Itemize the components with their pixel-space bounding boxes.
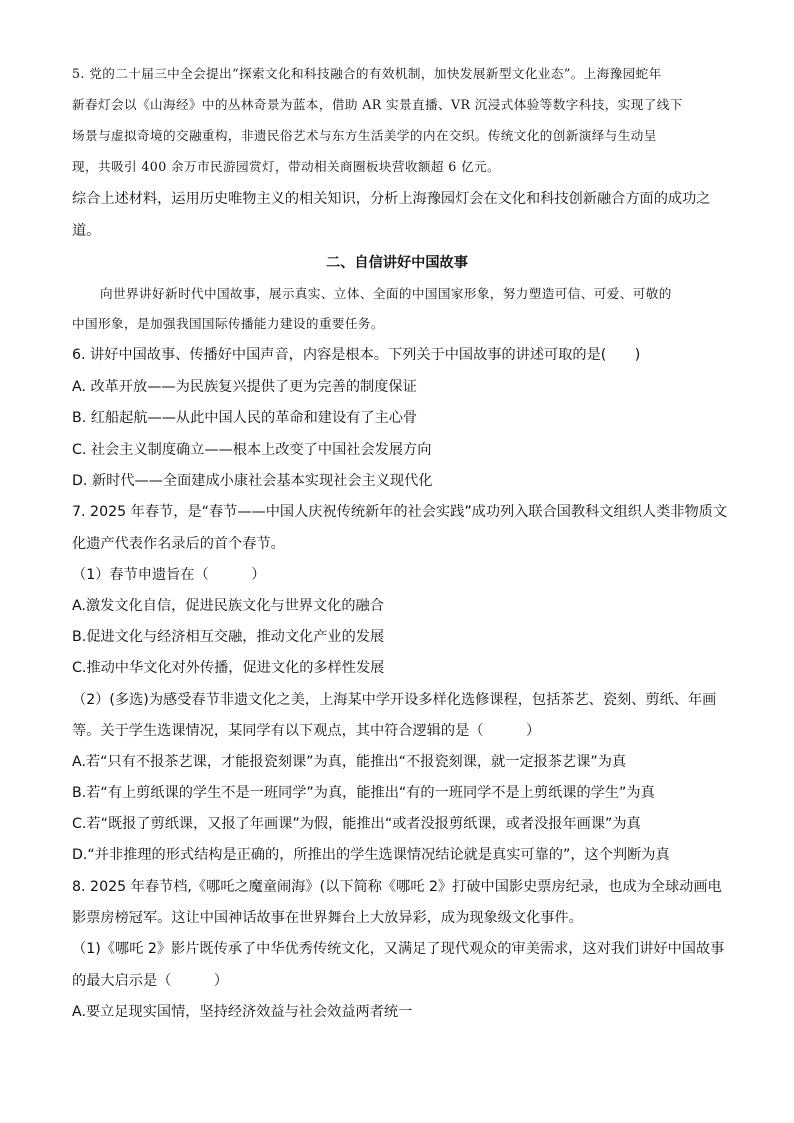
q7-sub2-option-b: B.若“有上剪纸课的学生不是一班同学”为真，能推出“有的一班同学不是上剪纸课的学生”为真 bbox=[72, 785, 655, 801]
q7-sub2-stem-line-1: （2）(多选)为感受春节非遗文化之美，上海某中学开设多样化选修课程，包括茶艺、瓷刻、剪纸、年画 bbox=[72, 692, 717, 708]
q8-stem-line-1: 8. 2025 年春节档,《哪吒之魔童闹海》(以下简称《哪吒 2》打破中国影史票房纪录，也成为全球动画电 bbox=[72, 879, 722, 895]
q6-stem: 6. 讲好中国故事、传播好中国声音，内容是根本。下列关于中国故事的讲述可取的是( ) bbox=[72, 347, 641, 363]
q8-sub1-stem-line-2: 的最大启示是（ ） bbox=[72, 973, 229, 989]
q7-stem-line-2: 化遗产代表作名录后的首个春节。 bbox=[72, 536, 285, 552]
q5-material-line-1: 5. 党的二十届三中全会提出“探索文化和科技融合的有效机制，加快发展新型文化业态”。上海豫园蛇年 bbox=[72, 66, 662, 81]
q8-stem-line-2: 影票房榜冠军。这让中国神话故事在世界舞台上大放异彩，成为现象级文化事件。 bbox=[72, 910, 583, 926]
q6-option-a: A. 改革开放——为民族复兴提供了更为完善的制度保证 bbox=[72, 379, 417, 395]
section-heading: 二、自信讲好中国故事 bbox=[326, 255, 468, 271]
q5-material-line-2: 新春灯会以《山海经》中的丛林奇景为蓝本，借助 AR 实景直播、VR 沉浸式体验等数字科技，实现了线下 bbox=[72, 97, 683, 112]
q7-sub2-stem-line-2: 等。关于学生选课情况，某同学有以下观点，其中符合逻辑的是（ ） bbox=[72, 723, 541, 739]
q5-prompt-line-1: 综合上述材料，运用历史唯物主义的相关知识，分析上海豫园灯会在文化和科技创新融合方面的成功之 bbox=[72, 191, 711, 207]
q5-prompt-line-2: 道。 bbox=[72, 223, 101, 239]
q6-option-b: B. 红船起航——从此中国人民的革命和建设有了主心骨 bbox=[72, 410, 418, 426]
q6-option-d: D. 新时代——全面建成小康社会基本实现社会主义现代化 bbox=[72, 473, 433, 489]
q7-sub1-option-b: B.促进文化与经济相互交融，推动文化产业的发展 bbox=[72, 629, 385, 645]
q8-sub1-option-a: A.要立足现实国情，坚持经济效益与社会效益两者统一 bbox=[72, 1004, 413, 1020]
q7-stem-line-1: 7. 2025 年春节，是“春节——中国人庆祝传统新年的社会实践”成功列入联合国教科文组织人类非物质文 bbox=[72, 504, 728, 520]
q7-sub1-option-a: A.激发文化自信，促进民族文化与世界文化的融合 bbox=[72, 598, 384, 614]
q7-sub2-option-a: A.若“只有不报茶艺课，才能报瓷刻课”为真，能推出“不报瓷刻课，就一定报茶艺课”为真 bbox=[72, 754, 627, 770]
q8-sub1-stem-line-1: （1)《哪吒 2》影片既传承了中华优秀传统文化，又满足了现代观众的审美需求，这对我们讲好中国故事 bbox=[72, 941, 725, 957]
q6-option-c: C. 社会主义制度确立——根本上改变了中国社会发展方向 bbox=[72, 442, 432, 458]
q7-sub1-option-c: C.推动中华文化对外传播，促进文化的多样性发展 bbox=[72, 660, 385, 676]
q7-sub1-stem: （1）春节申遗旨在（ ） bbox=[72, 567, 266, 583]
section-intro-line-1: 向世界讲好新时代中国故事，展示真实、立体、全面的中国国家形象，努力塑造可信、可爱、可敬的 bbox=[100, 286, 672, 301]
q5-material-line-4: 现，共吸引 400 余万市民游园赏灯，带动相关商圈板块营收额超 6 亿元。 bbox=[72, 159, 501, 174]
q7-sub2-option-c: C.若“既报了剪纸课，又报了年画课”为假，能推出“或者没报剪纸课，或者没报年画课”为真 bbox=[72, 816, 641, 832]
q5-material-line-3: 场景与虚拟奇境的交融重构，非遗民俗艺术与东方生活美学的内在交织。传统文化的创新演绎与生动呈 bbox=[72, 128, 657, 143]
section-intro-line-2: 中国形象，是加强我国国际传播能力建设的重要任务。 bbox=[72, 316, 384, 331]
q7-sub2-option-d: D.“并非推理的形式结构是正确的，所推出的学生选课情况结论就是真实可靠的”，这个判断为真 bbox=[72, 847, 670, 863]
